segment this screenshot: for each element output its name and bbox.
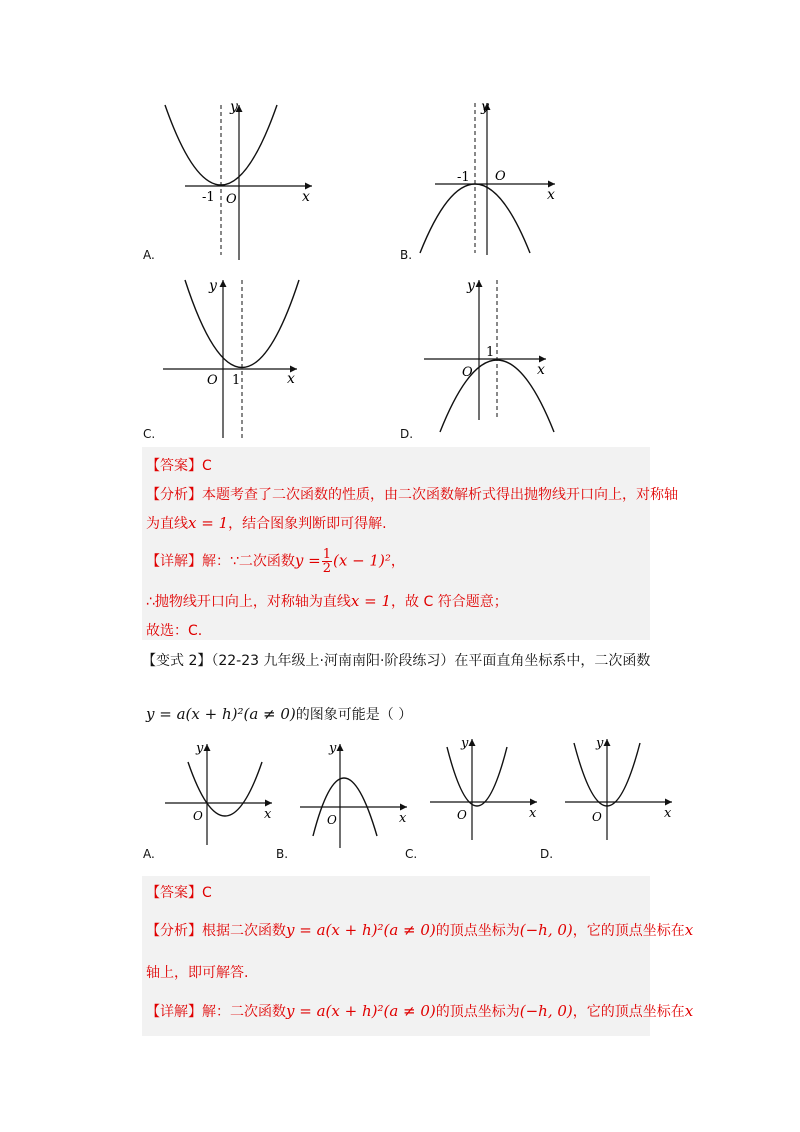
x-label: x xyxy=(664,806,672,821)
y-label: y xyxy=(329,741,337,756)
question-2-formula-line xyxy=(146,704,412,724)
origin-label: O xyxy=(462,365,473,380)
y-label: y xyxy=(209,278,217,294)
question-tag: 【变式 2】 xyxy=(142,653,212,669)
detail-text: ，它的顶点坐标在 xyxy=(572,1004,685,1020)
graph-top-d xyxy=(420,270,600,440)
origin-label: O xyxy=(207,373,218,388)
origin-label: O xyxy=(592,810,602,824)
analysis-text: 为直线 xyxy=(146,516,188,532)
detail-text: 解：∵二次函数 xyxy=(202,553,295,570)
x-label: x xyxy=(264,807,272,822)
answer-panel-1 xyxy=(142,447,650,640)
math-eq: x = 1 xyxy=(188,514,229,532)
option-b-label: B. xyxy=(400,248,413,262)
analysis-line-3 xyxy=(146,920,693,940)
math-var: x xyxy=(684,1002,694,1020)
y-label: y xyxy=(596,736,604,751)
answer-tag: 【答案】 xyxy=(146,458,202,474)
x-label: x xyxy=(399,811,407,826)
math-formula: y = a(x + h)²(a ≠ 0) xyxy=(286,921,436,939)
fraction-numerator: 1 xyxy=(322,547,332,562)
y-label: y xyxy=(230,99,238,115)
analysis-line-1 xyxy=(146,484,678,504)
analysis-text: ，它的顶点坐标在 xyxy=(572,923,685,939)
answer-value: C xyxy=(202,458,212,474)
answer-tag: 【答案】 xyxy=(146,885,202,901)
graph-top-a xyxy=(150,95,330,265)
tick-label: -1 xyxy=(457,170,470,185)
parabola xyxy=(188,762,262,816)
tick-label: 1 xyxy=(486,345,495,360)
detail-line-1 xyxy=(146,548,405,575)
question-source: （22-23 九年级上·河南南阳·阶段练习）在平面直角坐标系中，二次函数 xyxy=(211,653,651,669)
y-label: y xyxy=(481,99,489,115)
math-rhs: (x − 1)² xyxy=(333,551,391,570)
origin-label: O xyxy=(193,809,203,823)
answer-value: C xyxy=(202,885,212,901)
choose-line: 故选：C. xyxy=(146,623,203,639)
origin-label: O xyxy=(495,169,506,184)
math-vertex: (−h, 0) xyxy=(519,1002,573,1020)
option-a-label: A. xyxy=(143,248,155,262)
detail-line-2 xyxy=(146,591,508,611)
question-text: 的图象可能是（ ） xyxy=(295,707,413,723)
graph-top-c xyxy=(155,270,335,440)
x-label: x xyxy=(537,362,545,378)
analysis-text: 本题考查了二次函数的性质，由二次函数解析式得出抛物线开口向上，对称轴 xyxy=(202,487,678,503)
fraction-denominator: 2 xyxy=(322,561,332,576)
detail-text: 的顶点坐标为 xyxy=(435,1004,520,1020)
analysis-tag: 【分析】 xyxy=(146,487,202,503)
option-d-label: D. xyxy=(540,847,554,861)
parabola xyxy=(165,105,277,185)
analysis-line-2 xyxy=(146,513,387,533)
question-2-header xyxy=(142,650,650,670)
y-label: y xyxy=(461,736,469,751)
tick-label: 1 xyxy=(232,373,241,388)
graph-bottom-b xyxy=(295,740,415,850)
detail-tag: 【详解】 xyxy=(146,1004,202,1020)
math-lhs: y = xyxy=(294,551,321,570)
tick-label: -1 xyxy=(202,190,215,205)
option-b-label: B. xyxy=(276,847,289,861)
y-label: y xyxy=(196,741,204,756)
detail-text: 解：二次函数 xyxy=(202,1004,286,1020)
option-a-label: A. xyxy=(143,847,155,861)
math-vertex: (−h, 0) xyxy=(519,921,573,939)
origin-label: O xyxy=(457,808,467,822)
x-label: x xyxy=(287,371,295,387)
detail-text: ，故 C 符合题意； xyxy=(391,594,508,610)
parabola xyxy=(447,747,507,806)
question-formula: y = a(x + h)²(a ≠ 0) xyxy=(146,705,296,723)
answer-line-2 xyxy=(146,882,212,902)
fraction xyxy=(322,548,332,575)
detail-line-3 xyxy=(146,1001,693,1021)
math-eq: x = 1 xyxy=(350,592,392,610)
analysis-text: 的顶点坐标为 xyxy=(435,923,520,939)
graph-bottom-d xyxy=(560,735,680,845)
option-d-label: D. xyxy=(400,427,414,441)
analysis-tag: 【分析】 xyxy=(146,923,202,939)
origin-label: O xyxy=(226,192,237,207)
x-label: x xyxy=(302,189,310,205)
option-c-label: C. xyxy=(405,847,418,861)
graph-bottom-a xyxy=(160,740,280,850)
analysis-text: 根据二次函数 xyxy=(202,923,286,939)
x-label: x xyxy=(529,806,537,821)
x-label: x xyxy=(547,187,555,203)
origin-label: O xyxy=(327,813,337,827)
detail-text: ， xyxy=(390,553,405,570)
answer-line-1 xyxy=(146,455,212,475)
math-var: x xyxy=(684,921,694,939)
option-c-label: C. xyxy=(143,427,156,441)
analysis-text: ，结合图象判断即可得解. xyxy=(228,516,387,532)
detail-tag: 【详解】 xyxy=(146,553,202,570)
graph-bottom-c xyxy=(425,735,545,845)
detail-text: ∴抛物线开口向上，对称轴为直线 xyxy=(146,594,351,610)
graph-top-b xyxy=(405,95,585,265)
analysis-line-4: 轴上，即可解答. xyxy=(146,965,249,981)
y-label: y xyxy=(467,278,475,294)
math-formula: y = a(x + h)²(a ≠ 0) xyxy=(286,1002,436,1020)
